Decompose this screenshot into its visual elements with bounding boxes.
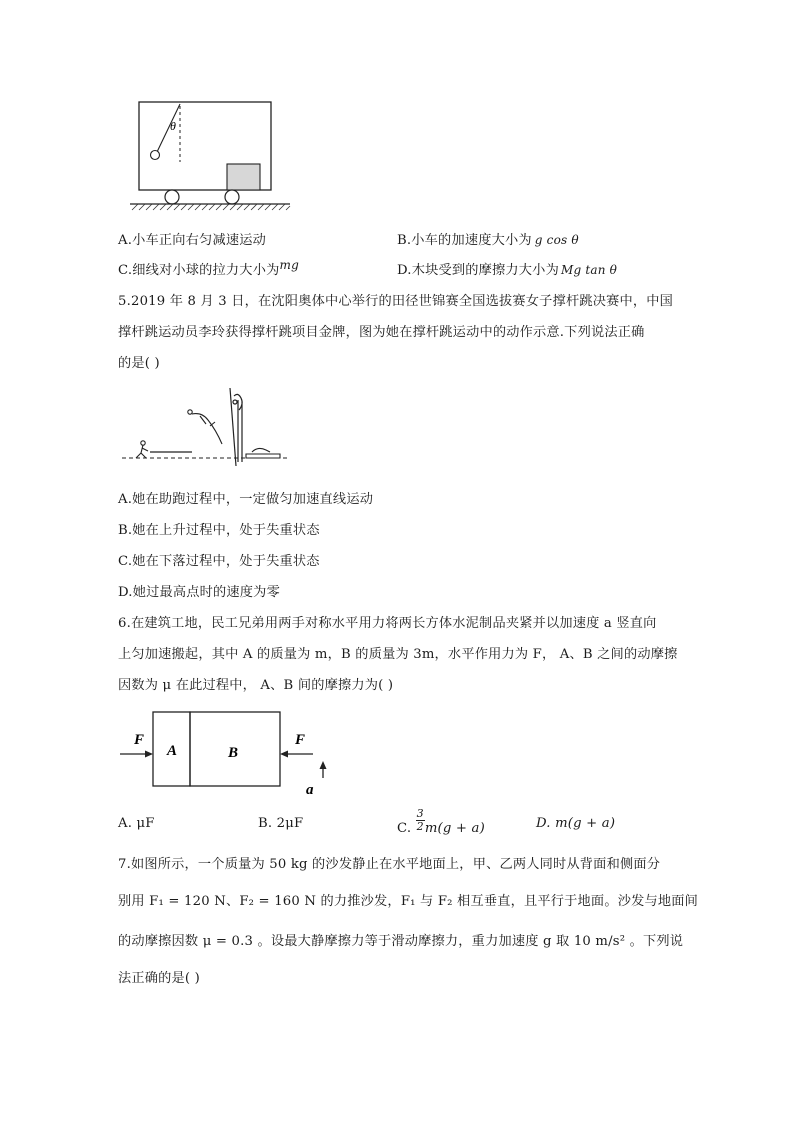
left-force-label: F: [134, 732, 145, 748]
q5-option-c: C.她在下落过程中，处于失重状态: [118, 554, 320, 569]
q5-stem-line-1: 5.2019 年 8 月 3 日，在沈阳奥体中心举行的田径世锦赛全国选拔赛女子撑杆跳决赛中，中国: [118, 294, 674, 309]
q4-option-b: [397, 229, 579, 248]
q5-stem-line-3: 的是( ): [118, 356, 160, 371]
q7-stem-line-4: 法正确的是( ): [118, 971, 201, 986]
q4-option-a: [118, 229, 266, 248]
landing-mat: [246, 448, 280, 458]
left-force-arrow: [120, 751, 153, 758]
pendulum-ball: [151, 151, 160, 160]
q4-option-d-text: D.木块受到的摩擦力大小为: [397, 263, 559, 278]
runner-silhouette: [136, 441, 148, 458]
q4-cart-figure: [128, 92, 298, 217]
q4-option-c-text: C.细线对小球的拉力大小为: [118, 263, 280, 278]
pendulum-string: [157, 104, 180, 152]
q6-option-b: B. 2μF: [258, 816, 304, 831]
q5-stem-line-2: 撑杆跳运动员李玲获得撑杆跳项目金牌，图为她在撑杆跳运动中的动作示意.下列说法正确: [118, 325, 645, 340]
right-force-arrow: [280, 751, 313, 758]
q7-stem-line-1: 7.如图所示，一个质量为 50 kg 的沙发静止在水平地面上，甲、乙两人同时从背面和侧面分: [118, 857, 661, 872]
wooden-block: [227, 164, 260, 190]
q4-option-b-text: B.小车的加速度大小为: [397, 233, 532, 248]
q4-option-a-text: A.小车正向右匀减速运动: [118, 233, 266, 248]
q4-option-d-math: Mg tan θ: [560, 263, 618, 277]
acceleration-arrow: [320, 761, 327, 778]
q6-stem-line-1: 6.在建筑工地，民工兄弟用两手对称水平用力将两长方体水泥制品夹紧并以加速度 a 竖直向: [118, 616, 657, 631]
q7-stem-line-2: 别用 F₁ = 120 N、F₂ = 160 N 的力推沙发，F₁ 与 F₂ 相互垂直，且平行于地面。沙发与地面间: [118, 894, 699, 909]
q4-option-d: [397, 259, 617, 278]
theta-label: θ: [170, 119, 176, 133]
fraction-numerator: 3: [416, 807, 424, 820]
q4-option-c-math: mg: [279, 258, 299, 272]
left-wheel: [165, 190, 179, 204]
q6-option-c: [397, 807, 485, 836]
right-force-label: F: [295, 732, 306, 748]
fraction-denominator: 2: [416, 820, 424, 833]
q6-option-c-fraction: [416, 808, 425, 833]
q5-option-a: A.她在助跑过程中，一定做匀加速直线运动: [118, 492, 374, 507]
q6-option-a: A. μF: [118, 816, 155, 831]
q7-stem-line-3: 的动摩擦因数 μ = 0.3 。设最大静摩擦力等于滑动摩擦力，重力加速度 g 取 10 m/s² 。下列说: [118, 934, 684, 949]
vaulter-jump-arc: [188, 410, 222, 444]
q4-option-b-math: g cos θ: [534, 233, 579, 247]
q5-pole-vault-figure: [120, 382, 295, 472]
ground-hatching: [132, 204, 290, 210]
q6-option-c-prefix: C.: [397, 821, 412, 836]
acceleration-label: a: [306, 782, 314, 798]
high-jump-standards: [230, 388, 242, 466]
right-wheel: [225, 190, 239, 204]
q6-option-d: D. m(g + a): [536, 816, 616, 831]
q5-option-d: D.她过最高点时的速度为零: [118, 585, 280, 600]
block-b-label: B: [228, 745, 239, 761]
q6-stem-line-3: 因数为 μ 在此过程中， A、B 间的摩擦力为( ): [118, 678, 394, 693]
q6-option-c-math: m(g + a): [424, 821, 485, 836]
q5-option-b: B.她在上升过程中，处于失重状态: [118, 523, 320, 538]
block-a-label: A: [167, 743, 178, 759]
q4-option-c: [118, 259, 299, 278]
q6-stem-line-2: 上匀加速搬起，其中 A 的质量为 m，B 的质量为 3m，水平作用力为 F， A、B 之间的动摩擦: [118, 647, 678, 662]
q6-blocks-figure: [118, 708, 333, 800]
